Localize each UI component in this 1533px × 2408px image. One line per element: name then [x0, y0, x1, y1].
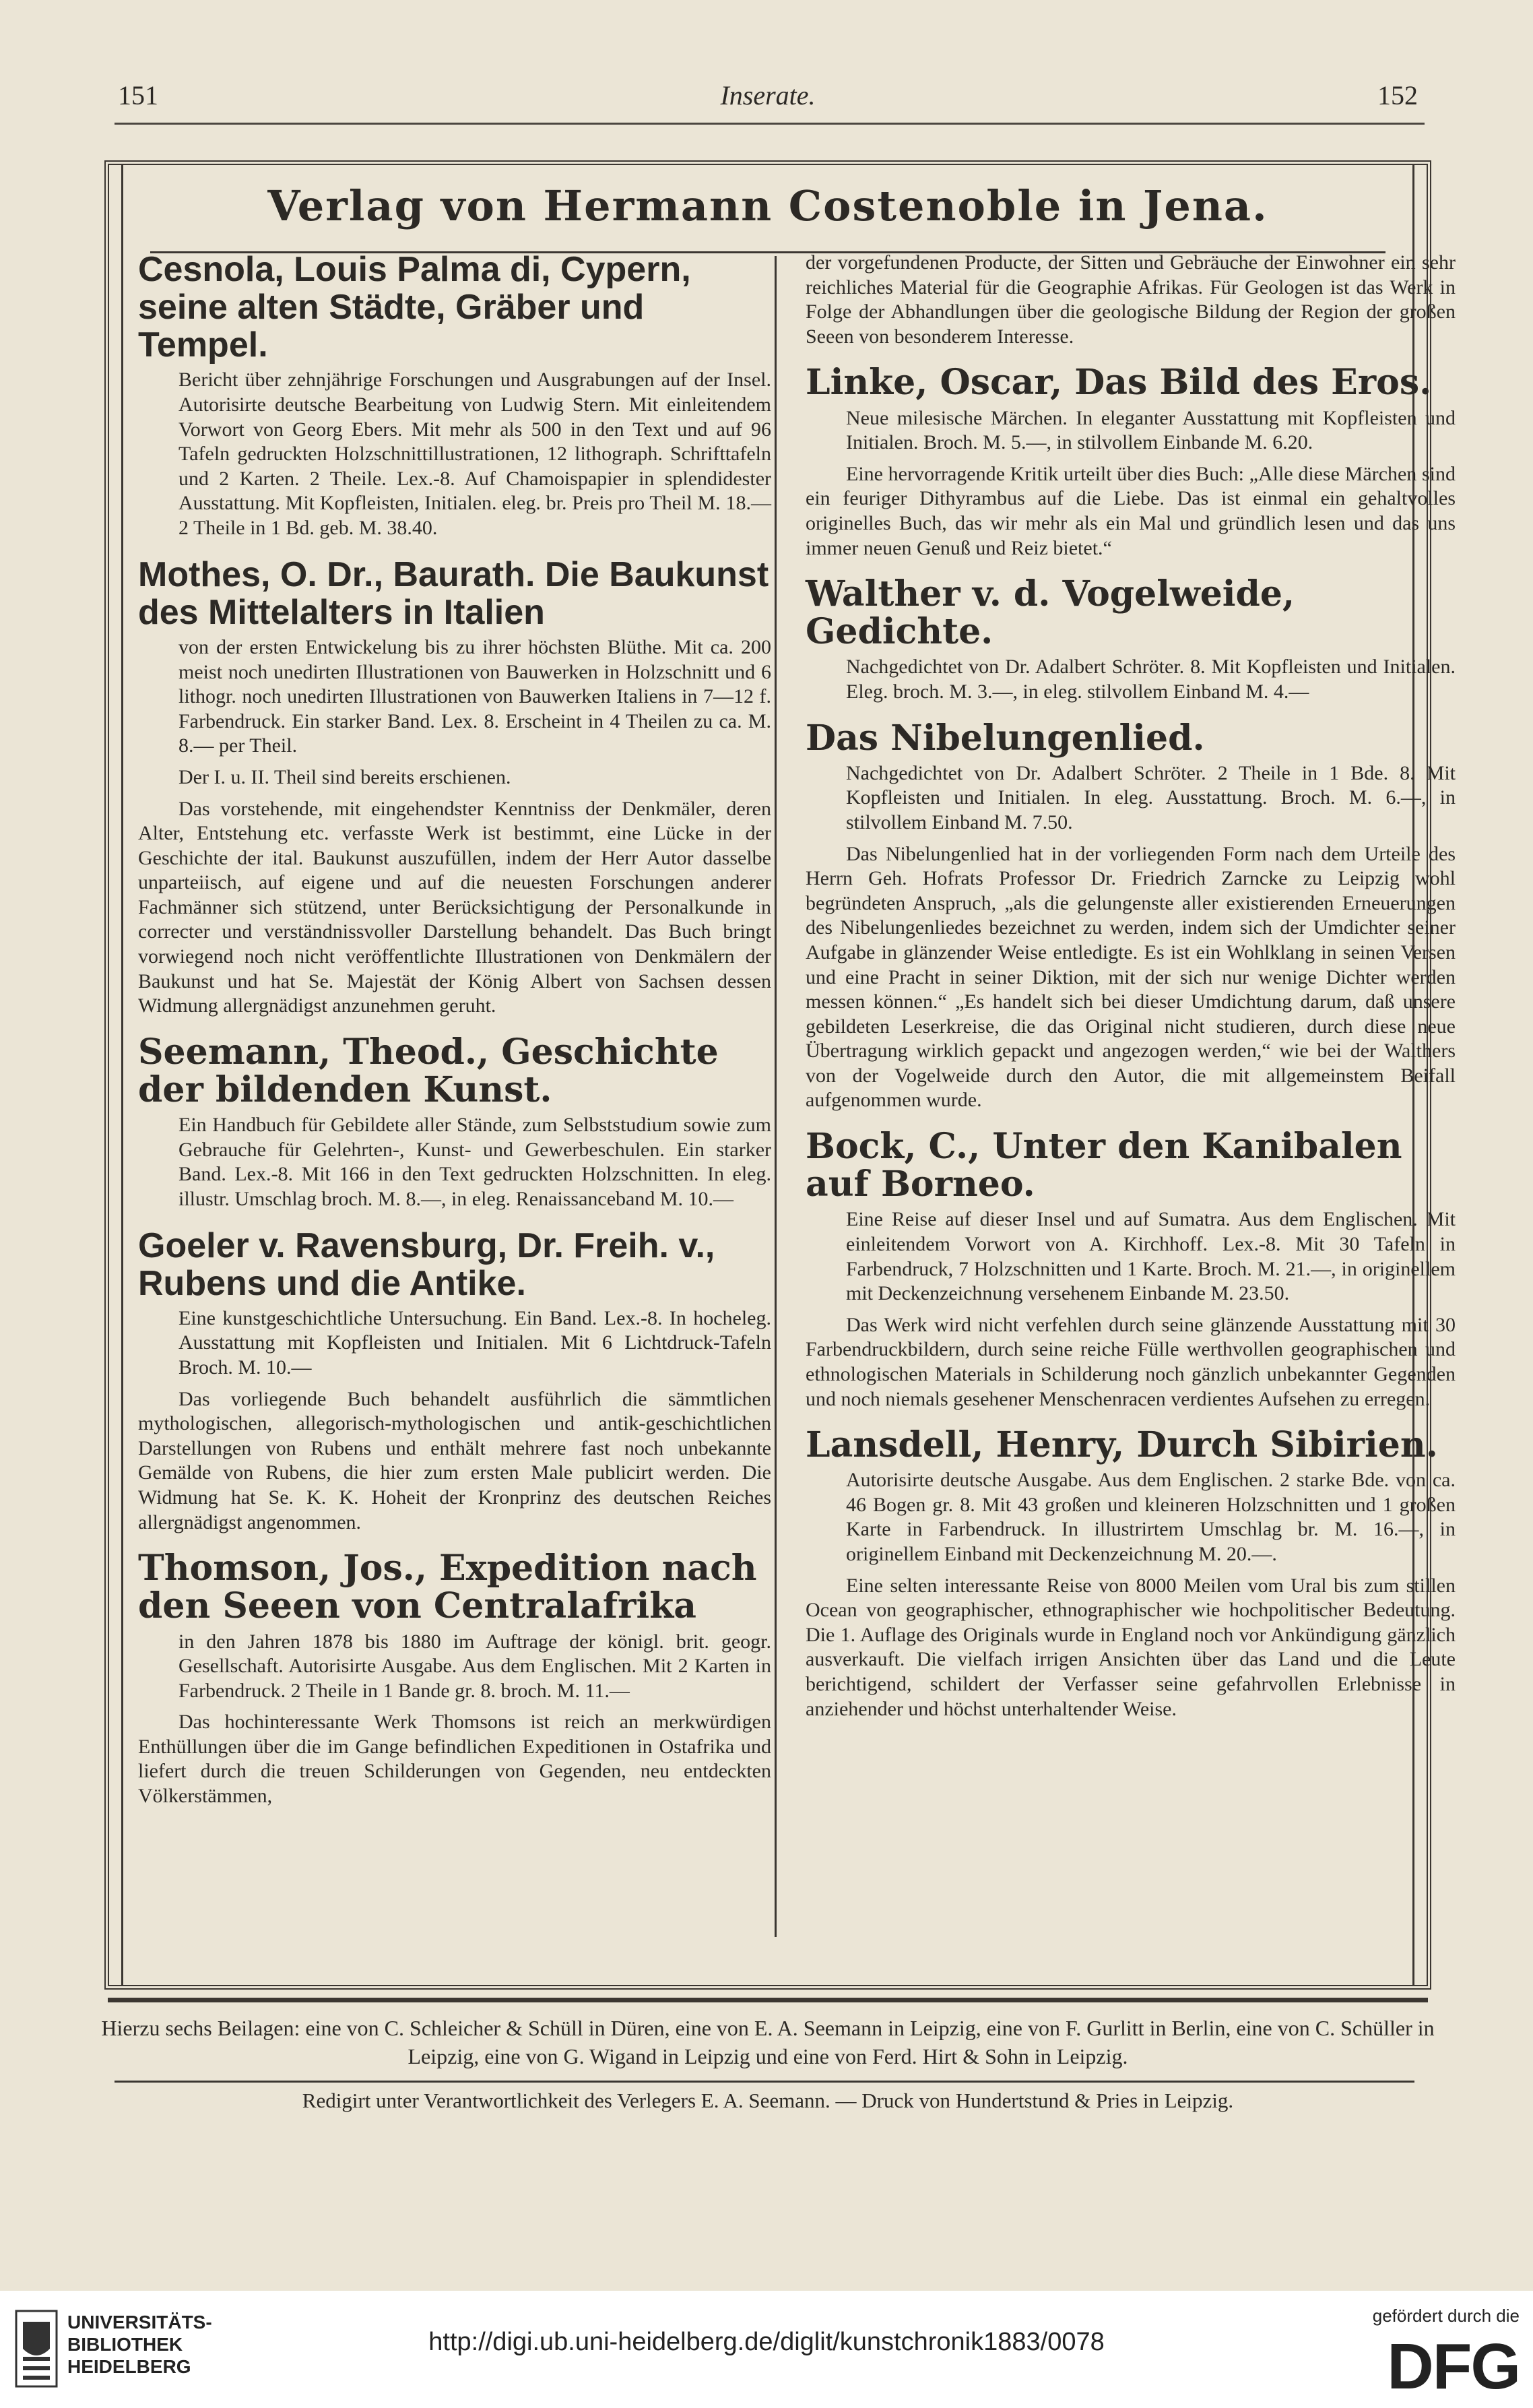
- funding-label: gefördert durch die: [1372, 2306, 1520, 2326]
- header-title: Inserate.: [720, 80, 816, 110]
- entry-thomson: [138, 1550, 771, 1808]
- entry-nibelungenlied: [806, 717, 1456, 1113]
- entry-walther: [806, 575, 1456, 705]
- column-divider: [775, 256, 777, 1937]
- right-column: [806, 251, 1456, 1736]
- entry-title: Thomson, Jos., Expedition nach den Seeen von Centralafrika: [138, 1548, 757, 1627]
- entry-title: Das Nibelungenlied.: [806, 717, 1205, 759]
- entry-paragraph: Das vorliegende Buch behandelt ausführlich die sämmtlichen mythologischen, allegorisch-mythologischen und antik-geschichtlichen Darstellungen von Rubens und enthält mehrere fast noch unbekannte Gemälde von Rubens, die hier zum ersten Male publicirt werden. Die Widmung hat Se. K. K. Hoheit der Kronprinz des deutschen Reiches allergnädigst angenommen.: [138, 1387, 771, 1533]
- university-line-1: UNIVERSITÄTS-: [67, 2312, 212, 2333]
- entry-paragraph: Das Nibelungenlied hat in der vorliegenden Form nach dem Urteile des Herrn Geh. Hofrats Professor Dr. Friedrich Zarncke zu Leipzig wohl begründeten Anspruch, „als die gelungenste aller existierenden Erneuerungen des Nibelungenliedes bezeichnet zu werden, indem sich der Umdichter seiner Aufgabe in glänzender Weise entledigte. Es ist ein Wohlklang in seinen Versen und eine Pracht in seiner Diktion, mit der sich nur wenige Dichter werden messen können.“ „Es handelt sich bei dieser Umdichtung darum, daß unsere gebildeten Leserkreise, die das Original nicht studieren, durch diese neue Übertragung wirklich gepackt und angezogen werden,“ wie bei der Walthers von der Vogelweide durch den Autor, die mit allgemeinstem Beifall aufgenommen wurde.: [806, 842, 1456, 1112]
- university-line-3: HEIDELBERG: [67, 2356, 191, 2378]
- entry-description: Ein Handbuch für Gebildete aller Stände, zum Selbststudium sowie zum Gebrauche für Gelehrten-, Kunst- und Gewerbeschulen. Ein starker Band. Lex.-8. Mit 166 in den Text gedruckten Holzschnitten. In eleg. illustr. Umschlag broch. M. 8.—, in eleg. Renaissanceband M. 10.—: [178, 1114, 771, 1210]
- entry-description: Eine Reise auf dieser Insel und auf Sumatra. Aus dem Englischen. Mit einleitendem Vorwort von A. Kirchhoff. Lex.-8. Mit 30 Tafeln in Farbendruck, 7 Holzschnitten und 1 Karte. Broch. M. 21.—, in originellem mit Deckenzeichnung versehenem Einbande M. 23.50.: [846, 1208, 1456, 1305]
- entry-title: Cesnola, Louis Palma di, Cypern, seine alten Städte, Gräber und Tempel.: [138, 250, 691, 365]
- entry-description: Eine kunstgeschichtliche Untersuchung. Ein Band. Lex.-8. In hocheleg. Ausstattung mit Kopfleisten und Initialen. Mit 6 Lichtdruck-Tafeln Broch. M. 10.—: [178, 1306, 771, 1379]
- entry-lansdell: [806, 1426, 1456, 1721]
- entry-goeler: [138, 1227, 771, 1535]
- entry-description: Bericht über zehnjährige Forschungen und Ausgrabungen auf der Insel. Autorisirte deutsche Bearbeitung von Ludwig Stern. Mit einleitendem Vorwort von Georg Ebers. Mit mehr als 500 in den Text und auf 96 Tafeln gedruckten Holzschnittillustrationen, 12 lithograph. Schrifttafeln und 2 Karten. 2 Theile. Lex.-8. Auf Chamoispapier in splendidester Ausstattung. Mit Kopfleisten, Initialen. eleg. br. Preis pro Theil M. 18.— 2 Theile in 1 Bd. geb. M. 38.40.: [178, 369, 771, 540]
- entry-cesnola: [138, 251, 771, 541]
- entry-description: Nachgedichtet von Dr. Adalbert Schröter. 8. Mit Kopfleisten und Initialen. Eleg. broch. M. 3.—, in eleg. stilvollem Einband M. 4.—: [846, 656, 1456, 703]
- entry-paragraph: Das Werk wird nicht verfehlen durch seine glänzende Ausstattung mit 30 Farbendruckbildern, durch seine reiche Fülle werthvollen geographischen und ethnologischen Materials in Schilderung noch gänzlich unbekannter Gegenden und noch niemals gesehener Menschenracen verdientes Aufsehen zu erregen.: [806, 1313, 1456, 1410]
- entry-title: Walther v. d. Vogelweide, Gedichte.: [806, 573, 1295, 653]
- entry-description: Neue milesische Märchen. In eleganter Ausstattung mit Kopfleisten und Initialen. Broch. M. 5.—, in stilvollem Einbande M. 6.20.: [846, 406, 1456, 454]
- header-rule: [115, 123, 1425, 125]
- imprint-line: Redigirt unter Verantwortlichkeit des Verlegers E. A. Seemann. — Druck von Hundertstund & Pries in Leipzig.: [302, 2089, 1234, 2112]
- publisher-heading: Verlag von Hermann Costenoble in Jena.: [267, 181, 1268, 230]
- entry-description: von der ersten Entwickelung bis zu ihrer höchsten Blüthe. Mit ca. 200 meist noch unedirten Illustrationen von Bauwerken in Holzschnitt und 6 lithogr. noch unedirten Illustrationen von Bauwerken Italiens in 7—12 f. Farbendruck. Ein starker Band. Lex. 8. Erscheint in 4 Theilen zu ca. M. 8.— per Theil.: [178, 635, 771, 757]
- entry-thomson-continued: [806, 251, 1456, 349]
- permalink-url[interactable]: http://digi.ub.uni-heidelberg.de/diglit/kunstchronik1883/0078: [428, 2328, 1105, 2356]
- running-header: [118, 80, 1418, 120]
- bottom-rule: [108, 1998, 1428, 2002]
- entry-title: Mothes, O. Dr., Baurath. Die Baukunst des Mittelalters in Italien: [138, 555, 769, 632]
- entry-title: Bock, C., Unter den Kanibalen auf Borneo.: [806, 1126, 1402, 1205]
- entry-description: in den Jahren 1878 bis 1880 im Auftrage der königl. brit. geogr. Gesellschaft. Autorisirte Ausgabe. Aus dem Englischen. Mit 2 Karten in Farbendruck. 2 Theile in 1 Bande gr. 8. broch. M. 11.—: [178, 1630, 771, 1702]
- dfg-logo: DFG: [1387, 2331, 1520, 2403]
- entry-title: Seemann, Theod., Geschichte der bildenden Kunst.: [138, 1031, 719, 1110]
- entry-description: Autorisirte deutsche Ausgabe. Aus dem Englischen. 2 starke Bde. von ca. 46 Bogen gr. 8. Mit 43 großen und kleineren Holzschnitten und 1 großen Karte in Farbendruck. In illustrirtem Umschlag br. M. 16.—, in originellem Einband mit Deckenzeichnung M. 20.—.: [846, 1469, 1456, 1566]
- viewer-footer: [0, 2291, 1533, 2408]
- entry-title: Lansdell, Henry, Durch Sibirien.: [806, 1424, 1438, 1466]
- page-number-right: 152: [1377, 80, 1418, 110]
- university-line-2: BIBLIOTHEK: [67, 2334, 183, 2355]
- notice-rule: [115, 2081, 1414, 2083]
- continued-paragraph: der vorgefundenen Producte, der Sitten und Gebräuche der Einwohner ein sehr reichliches Material für die Geographie Afrikas. Für Geologen ist das Werk in Folge der Abhandlungen über die geologische Bildung der Region der großen Seeen von besonderem Interesse.: [806, 251, 1456, 348]
- entry-title: Linke, Oscar, Das Bild des Eros.: [806, 362, 1432, 404]
- entry-paragraph: Der I. u. II. Theil sind bereits erschienen.: [178, 765, 511, 788]
- entry-mothes: [138, 556, 771, 1019]
- entry-paragraph: Eine hervorragende Kritik urteilt über dies Buch: „Alle diese Märchen sind ein feuriger Dithyrambus auf die Liebe. Das ist einmal ein gehaltvolles originelles Buch, das wir mehr als ein Mal und gründlich lesen und das uns immer neuen Genuß und Reiz bietet.“: [806, 462, 1456, 559]
- entry-paragraph: Das vorstehende, mit eingehendster Kenntniss der Denkmäler, deren Alter, Entstehung etc. verfasste Werk ist bestimmt, eine Lücke in der Geschichte der ital. Baukunst auszufüllen, indem der Herr Autor dasselbe unparteiisch, auf eigene und auf die neuesten Forschungen anderer Fachmänner sich stützend, unter Berücksichtigung der Personalkunde in correcter und verständnissvoller Darstellung behandelt. Das Buch bringt vorwiegend noch nicht veröffentlichte Illustrationen von Denkmälern der Baukunst und hat Se. Majestät der König Albert von Sachsen dessen Widmung allergnädigst anzunehmen geruht.: [138, 797, 771, 1017]
- page-number-left: 151: [118, 80, 158, 110]
- entry-linke: [806, 364, 1456, 561]
- left-column: [138, 251, 771, 1824]
- entry-title: Goeler v. Ravensburg, Dr. Freih. v., Rubens und die Antike.: [138, 1226, 715, 1303]
- entry-paragraph: Das hochinteressante Werk Thomsons ist reich an merkwürdigen Enthüllungen über die im Gange befindlichen Expeditionen in Ostafrika und liefert durch die treuen Schilderungen von Gegenden, neu entdeckten Völkerstämmen,: [138, 1711, 771, 1808]
- entry-paragraph: Eine selten interessante Reise von 8000 Meilen vom Ural bis zum stillen Ocean von geographischer, ethnographischer wie hochpolitischer Bedeutung. Die 1. Auflage des Originals wurde in England noch vor Ankündigung gänzlich ausverkauft. Die vielfach irrigen Ansichten über das Land und die Leute berichtigend, schildert der Verfasser seine gefahrvollen Erlebnisse in anziehender und höchst unterhaltender Weise.: [806, 1574, 1456, 1720]
- entry-seemann: [138, 1031, 771, 1212]
- entry-description: Nachgedichtet von Dr. Adalbert Schröter. 2 Theile in 1 Bde. 8. Mit Kopfleisten und Initialen. In eleg. Ausstattung. Broch. M. 6.—, in stilvollem Einband M. 7.50.: [846, 761, 1456, 833]
- supplements-notice: Hierzu sechs Beilagen: eine von C. Schleicher & Schüll in Düren, eine von E. A. Seemann in Leipzig, eine von F. Gurlitt in Berlin, eine von C. Schüller in Leipzig, eine von G. Wigand in Leipzig und eine von Ferd. Hirt & Sohn in Leipzig.: [101, 2016, 1435, 2068]
- entry-bock: [806, 1128, 1456, 1412]
